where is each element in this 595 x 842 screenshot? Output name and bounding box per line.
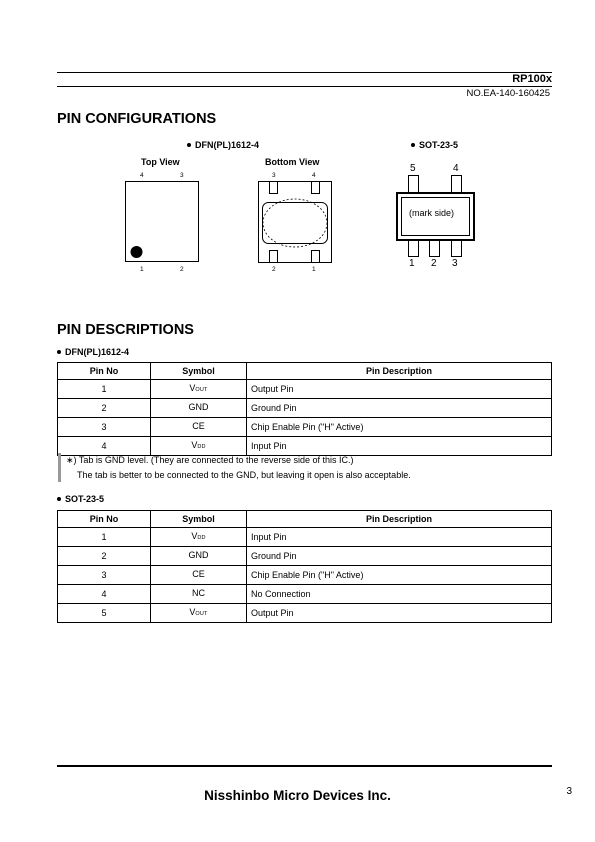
table-row [58, 399, 552, 418]
sot-package-label: SOT-23-5 [411, 140, 458, 150]
part-number: RP100x [512, 73, 552, 85]
dfn-top-pin-4: 4 [140, 172, 144, 179]
dfn-top-view-diagram [125, 181, 200, 263]
note-line-2: The tab is better to be connected to the GND, but leaving it open is also acceptable. [77, 469, 411, 480]
pin-description: Output Pin [247, 380, 552, 399]
table-header-row [58, 511, 552, 528]
bullet-icon [57, 350, 61, 354]
pin-configurations-title: PIN CONFIGURATIONS [57, 111, 217, 127]
dfn-bottom-view-diagram [258, 181, 333, 265]
pin-symbol: CE [151, 566, 247, 585]
pin-description: Input Pin [247, 437, 552, 456]
bullet-icon [187, 143, 191, 147]
table-row [58, 380, 552, 399]
pin1-dot-icon [131, 246, 143, 258]
col-description: Pin Description [247, 363, 552, 380]
col-description: Pin Description [247, 511, 552, 528]
sot-pin-1: 1 [409, 258, 415, 269]
pin-description: Output Pin [247, 604, 552, 623]
pin-number: 1 [58, 528, 151, 547]
dfn-bottom-pin-1: 1 [312, 266, 316, 273]
pin-description: No Connection [247, 585, 552, 604]
pin-description: Ground Pin [247, 547, 552, 566]
company-name: Nisshinbo Micro Devices Inc. [204, 788, 391, 803]
pin-number: 4 [58, 437, 151, 456]
table-row [58, 566, 552, 585]
pin-description: Ground Pin [247, 399, 552, 418]
col-pin-no: Pin No [58, 363, 151, 380]
document-number: NO.EA-140-160425 [466, 88, 550, 99]
pin-symbol: VDD [151, 437, 247, 456]
sot-pin-2: 2 [431, 258, 437, 269]
top-view-label: Top View [141, 157, 180, 167]
mark-side-label: (mark side) [409, 208, 455, 218]
dfn-bottom-pin-4: 4 [312, 172, 316, 179]
header-rule-top [57, 72, 552, 73]
table-row [58, 585, 552, 604]
bullet-icon [57, 497, 61, 501]
dfn-top-pin-2: 2 [180, 266, 184, 273]
pin-description: Chip Enable Pin ("H" Active) [247, 418, 552, 437]
note-line-1: ∗) Tab is GND level. (They are connected to the reverse side of this IC.) [66, 455, 354, 465]
dfn-package-label: DFN(PL)1612-4 [187, 140, 259, 150]
dfn-bottom-pin-2: 2 [272, 266, 276, 273]
table-row [58, 528, 552, 547]
footer-rule [57, 765, 552, 767]
pin-number: 1 [58, 380, 151, 399]
pin-description: Input Pin [247, 528, 552, 547]
pin-description: Chip Enable Pin ("H" Active) [247, 566, 552, 585]
pin-symbol: GND [151, 399, 247, 418]
pin-symbol: GND [151, 547, 247, 566]
pin-number: 2 [58, 547, 151, 566]
bullet-icon [411, 143, 415, 147]
page-number: 3 [566, 786, 572, 797]
dfn-bottom-pin-3: 3 [272, 172, 276, 179]
header-rule-bottom [57, 86, 552, 87]
bottom-view-label: Bottom View [265, 157, 320, 167]
pin-number: 3 [58, 566, 151, 585]
pin-number: 2 [58, 399, 151, 418]
pin-symbol: CE [151, 418, 247, 437]
col-symbol: Symbol [151, 511, 247, 528]
pin-number: 3 [58, 418, 151, 437]
col-pin-no: Pin No [58, 511, 151, 528]
sot-table-heading: SOT-23-5 [57, 494, 104, 504]
table-row [58, 604, 552, 623]
tab-note [58, 453, 556, 482]
dfn-top-pin-3: 3 [180, 172, 184, 179]
pin-number: 5 [58, 604, 151, 623]
table-header-row [58, 363, 552, 380]
pin-descriptions-title: PIN DESCRIPTIONS [57, 322, 194, 338]
col-symbol: Symbol [151, 363, 247, 380]
sot-pin-table [57, 510, 552, 623]
sot-pin-3: 3 [452, 258, 458, 269]
pin-symbol: NC [151, 585, 247, 604]
pin-symbol: VOUT [151, 380, 247, 399]
dfn-top-pin-1: 1 [140, 266, 144, 273]
dfn-table-heading: DFN(PL)1612-4 [57, 347, 129, 357]
pin-symbol: VOUT [151, 604, 247, 623]
pin-symbol: VDD [151, 528, 247, 547]
dfn-pin-table [57, 362, 552, 456]
table-row [58, 547, 552, 566]
pin-number: 4 [58, 585, 151, 604]
sot-pin-4: 4 [453, 163, 459, 174]
sot-pin-5: 5 [410, 163, 416, 174]
table-row [58, 418, 552, 437]
